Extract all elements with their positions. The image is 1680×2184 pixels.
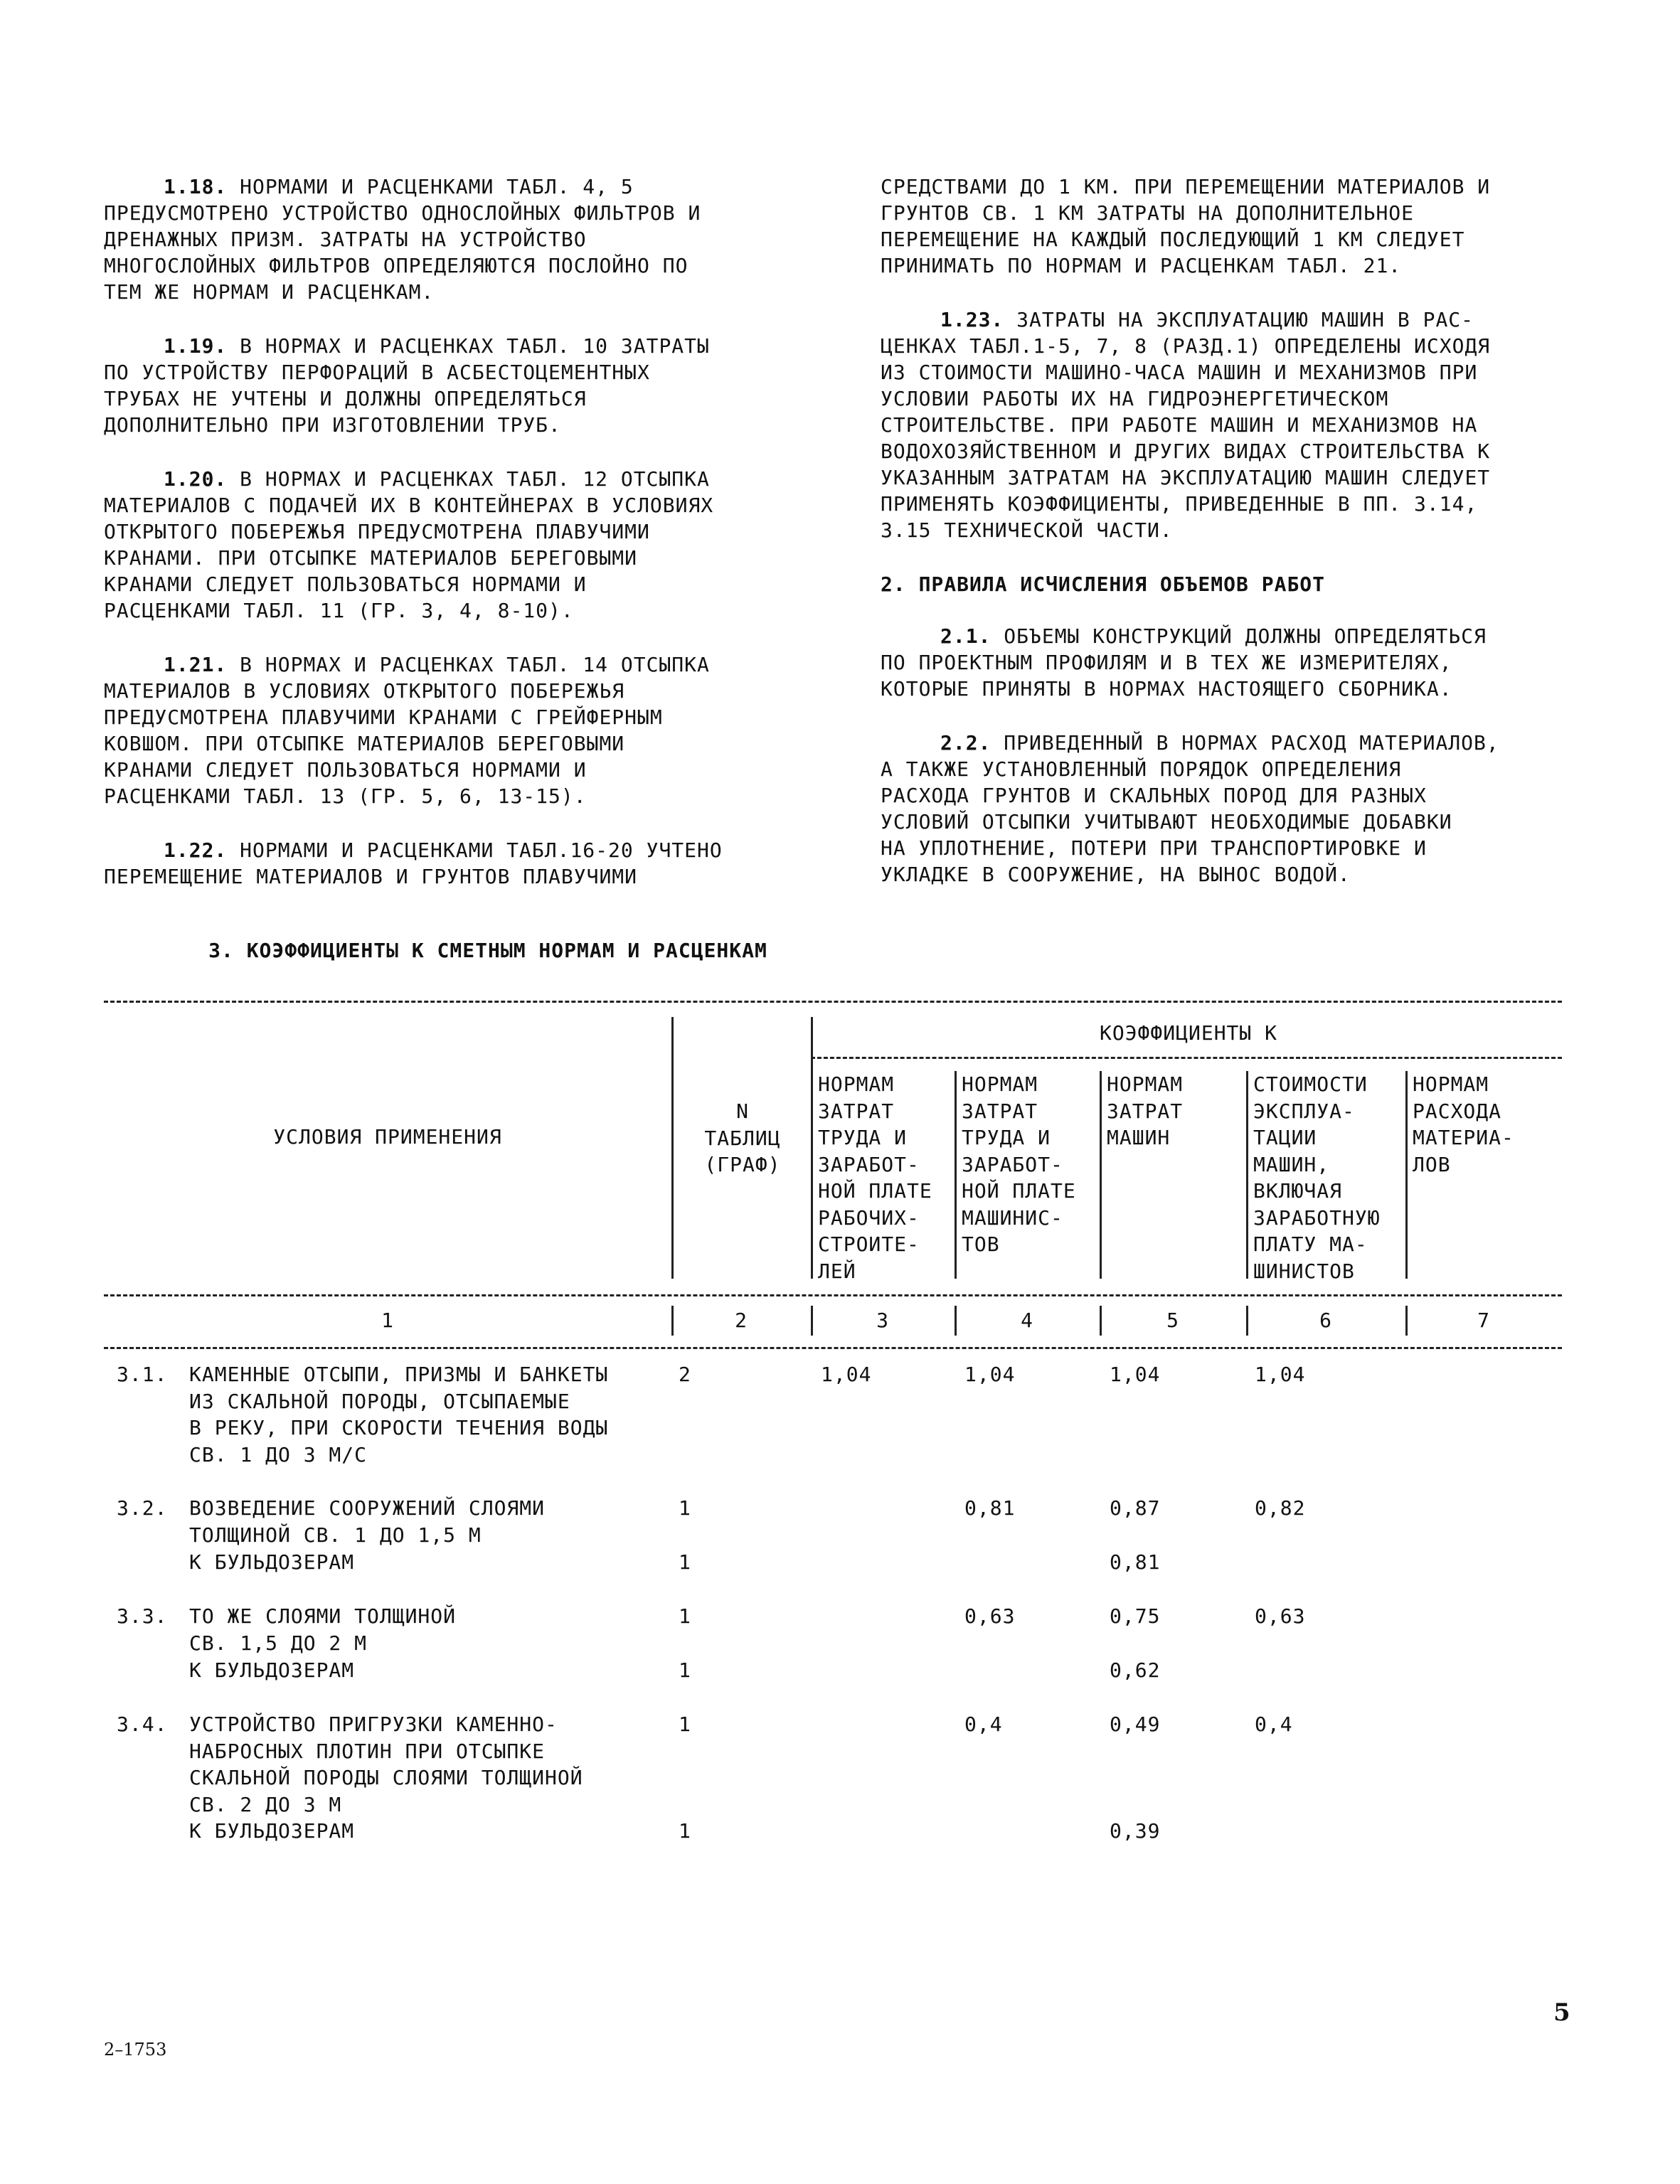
- left-text-column: [104, 174, 791, 917]
- row-value-c6: 0,63: [1255, 1604, 1306, 1628]
- header-col-5: НОРМАМ ЗАТРАТ МАШИН: [1107, 1072, 1184, 1149]
- row-value-c4: 0,63: [964, 1604, 1016, 1628]
- row-table-number: 1: [679, 1604, 691, 1628]
- row-condition: КАМЕННЫЕ ОТСЫПИ, ПРИЗМЫ И БАНКЕТЫ ИЗ СКАЛЬНОЙ ПОРОДЫ, ОТСЫПАЕМЫЕ В РЕКУ, ПРИ СКОРОСТИ ТЕЧЕНИЯ ВОДЫ СВ. 1 ДО 3 М/С: [189, 1363, 609, 1466]
- row-table-number: 1: [679, 1819, 691, 1843]
- paragraph-2-1: 2.1. ОБЪЕМЫ КОНСТРУКЦИЙ ДОЛЖНЫ ОПРЕДЕЛЯТЬСЯ ПО ПРОЕКТНЫМ ПРОФИЛЯМ И В ТЕХ ЖЕ ИЗМЕРИТЕЛЯХ, КОТОРЫЕ ПРИНЯТЫ В НОРМАХ НАСТОЯЩЕГО СБОРНИКА.: [881, 624, 1487, 701]
- section-2-title: 2. ПРАВИЛА ИСЧИСЛЕНИЯ ОБЪЕМОВ РАБОТ: [881, 572, 1326, 596]
- header-col-4: НОРМАМ ЗАТРАТ ТРУДА И ЗАРАБОТ- НОЙ ПЛАТЕ МАШИНИС- ТОВ: [962, 1072, 1076, 1256]
- coef-group-rule: [811, 1057, 1562, 1059]
- header-col-7: НОРМАМ РАСХОДА МАТЕРИА- ЛОВ: [1413, 1072, 1514, 1176]
- header-conditions: УСЛОВИЯ ПРИМЕНЕНИЯ: [273, 1125, 502, 1149]
- row-condition: ТО ЖЕ СЛОЯМИ ТОЛЩИНОЙ СВ. 1,5 ДО 2 М: [189, 1604, 457, 1655]
- paragraph-1-19: 1.19. В НОРМАХ И РАСЦЕНКАХ ТАБЛ. 10 ЗАТРАТЫ ПО УСТРОЙСТВУ ПЕРФОРАЦИЙ В АСБЕСТОЦЕМЕНТНЫХ ТРУБАХ НЕ УЧТЕНЫ И ДОЛЖНЫ ОПРЕДЕЛЯТЬСЯ ДОПОЛНИТЕЛЬНО ПРИ ИЗГОТОВЛЕНИИ ТРУБ.: [104, 334, 710, 437]
- col-number-4: 4: [1021, 1309, 1033, 1332]
- paragraph-1-18: 1.18. НОРМАМИ И РАСЦЕНКАМИ ТАБЛ. 4, 5 ПРЕДУСМОТРЕНО УСТРОЙСТВО ОДНОСЛОЙНЫХ ФИЛЬТРОВ И ДРЕНАЖНЫХ ПРИЗМ. ЗАТРАТЫ НА УСТРОЙСТВО МНОГОСЛОЙНЫХ ФИЛЬТРОВ ОПРЕДЕЛЯЮТСЯ ПОСЛОЙНО ПО ТЕМ ЖЕ НОРМАМ И РАСЦЕНКАМ.: [104, 175, 701, 304]
- paragraph-1-20: 1.20. В НОРМАХ И РАСЦЕНКАХ ТАБЛ. 12 ОТСЫПКА МАТЕРИАЛОВ С ПОДАЧЕЙ ИХ В КОНТЕЙНЕРАХ В УСЛОВИЯХ ОТКРЫТОГО ПОБЕРЕЖЬЯ ПРЕДУСМОТРЕНА ПЛАВУЧИМИ КРАНАМИ. ПРИ ОТСЫПКЕ МАТЕРИАЛОВ БЕРЕГОВЫМИ КРАНАМИ СЛЕДУЕТ ПОЛЬЗОВАТЬСЯ НОРМАМИ И РАСЦЕНКАМИ ТАБЛ. 11 (ГР. 3, 4, 8-10).: [104, 467, 714, 622]
- row-condition: К БУЛЬДОЗЕРАМ: [189, 1550, 355, 1574]
- row-value-c4: 0,81: [964, 1496, 1016, 1520]
- col-number-3: 3: [876, 1309, 889, 1332]
- page-number: 5: [1553, 1998, 1570, 2027]
- row-table-number: 2: [679, 1363, 691, 1386]
- row-value-c6: 0,82: [1255, 1496, 1306, 1520]
- col-number-5: 5: [1166, 1309, 1179, 1332]
- paragraph-1-23: 1.23. ЗАТРАТЫ НА ЭКСПЛУАТАЦИЮ МАШИН В РАС- ЦЕНКАХ ТАБЛ.1-5, 7, 8 (РАЗД.1) ОПРЕДЕЛЕНЫ ИСХОДЯ ИЗ СТОИМОСТИ МАШИНО-ЧАСА МАШИН И МЕХАНИЗМОВ ПРИ УСЛОВИИ РАБОТЫ ИХ НА ГИДРОЭНЕРГЕТИЧЕСКОМ СТРОИТЕЛЬСТВЕ. ПРИ РАБОТЕ МАШИН И МЕХАНИЗМОВ НА ВОДОХОЗЯЙСТВЕННОМ И ДРУГИХ ВИДАХ СТРОИТЕЛЬСТВА К УКАЗАННЫМ ЗАТРАТАМ НА ЭКСПЛУАТАЦИЮ МАШИН СЛЕДУЕТ ПРИМЕНЯТЬ КОЭФФИЦИЕНТЫ, ПРИВЕДЕННЫЕ В ПП. 3.14, 3.15 ТЕХНИЧЕСКОЙ ЧАСТИ.: [881, 308, 1491, 542]
- header-bottom-rule: [104, 1294, 1562, 1296]
- row-number: 3.3.: [117, 1604, 168, 1628]
- row-condition: К БУЛЬДОЗЕРАМ: [189, 1658, 355, 1682]
- header-separator: [955, 1071, 957, 1279]
- header-separator: [671, 1017, 674, 1279]
- header-separator: [1405, 1071, 1408, 1279]
- section-3-title: 3. КОЭФФИЦИЕНТЫ К СМЕТНЫМ НОРМАМ И РАСЦЕНКАМ: [208, 939, 767, 962]
- paragraph-2-2: 2.2. ПРИВЕДЕННЫЙ В НОРМАХ РАСХОД МАТЕРИАЛОВ, А ТАКЖЕ УСТАНОВЛЕННЫЙ ПОРЯДОК ОПРЕДЕЛЕНИЯ РАСХОДА ГРУНТОВ И СКАЛЬНЫХ ПОРОД ДЛЯ РАЗНЫХ УСЛОВИЙ ОТСЫПКИ УЧИТЫВАЮТ НЕОБХОДИМЫЕ ДОБАВКИ НА УПЛОТНЕНИЕ, ПОТЕРИ ПРИ ТРАНСПОРТИРОВКЕ И УКЛАДКЕ В СООРУЖЕНИЕ, НА ВЫНОС ВОДОЙ.: [881, 731, 1499, 886]
- row-table-number: 1: [679, 1658, 691, 1682]
- row-table-number: 1: [679, 1712, 691, 1736]
- row-condition: ВОЗВЕДЕНИЕ СООРУЖЕНИЙ СЛОЯМИ ТОЛЩИНОЙ СВ. 1 ДО 1,5 М: [189, 1496, 546, 1547]
- header-table-number: N ТАБЛИЦ (ГРАФ): [704, 1099, 781, 1176]
- row-value-c6: 1,04: [1255, 1363, 1306, 1386]
- header-coefficients: КОЭФФИЦИЕНТЫ К: [1099, 1021, 1277, 1045]
- row-number: 3.2.: [117, 1496, 168, 1520]
- row-value-c5: 0,39: [1110, 1819, 1161, 1843]
- row-value-c4: 0,4: [964, 1712, 1003, 1736]
- col-number-1: 1: [381, 1309, 394, 1332]
- row-value-c5: 0,49: [1110, 1712, 1161, 1736]
- row-condition: К БУЛЬДОЗЕРАМ: [189, 1819, 355, 1843]
- row-value-c5: 0,87: [1110, 1496, 1161, 1520]
- row-number: 3.1.: [117, 1363, 168, 1386]
- paragraph-1-22-continued: СРЕДСТВАМИ ДО 1 КМ. ПРИ ПЕРЕМЕЩЕНИИ МАТЕРИАЛОВ И ГРУНТОВ СВ. 1 КМ ЗАТРАТЫ НА ДОПОЛНИТЕЛЬНОЕ ПЕРЕМЕЩЕНИЕ НА КАЖДЫЙ ПОСЛЕДУЮЩИЙ 1 КМ СЛЕДУЕТ ПРИНИМАТЬ ПО НОРМАМ И РАСЦЕНКАМ ТАБЛ. 21.: [881, 175, 1491, 277]
- row-table-number: 1: [679, 1550, 691, 1574]
- row-value-c5: 0,81: [1110, 1550, 1161, 1574]
- row-value-c5: 0,62: [1110, 1658, 1161, 1682]
- row-table-number: 1: [679, 1496, 691, 1520]
- col-number-2: 2: [735, 1309, 748, 1332]
- header-separator: [1100, 1071, 1102, 1279]
- col-number-6: 6: [1319, 1309, 1332, 1332]
- row-value-c3: 1,04: [821, 1363, 872, 1386]
- header-separator: [811, 1017, 813, 1279]
- right-text-column: [881, 174, 1575, 915]
- row-value-c5: 0,75: [1110, 1604, 1161, 1628]
- header-col-6: СТОИМОСТИ ЭКСПЛУА- ТАЦИИ МАШИН, ВКЛЮЧАЯ ЗАРАБОТНУЮ ПЛАТУ МА- ШИНИСТОВ: [1253, 1072, 1381, 1283]
- row-value-c4: 1,04: [964, 1363, 1016, 1386]
- col-number-7: 7: [1477, 1309, 1490, 1332]
- table-top-rule: [104, 1001, 1562, 1003]
- row-value-c6: 0,4: [1255, 1712, 1293, 1736]
- header-separator: [1246, 1071, 1248, 1279]
- header-col-3: НОРМАМ ЗАТРАТ ТРУДА И ЗАРАБОТ- НОЙ ПЛАТЕ РАБОЧИХ- СТРОИТЕ- ЛЕЙ: [818, 1072, 932, 1283]
- paragraph-1-21: 1.21. В НОРМАХ И РАСЦЕНКАХ ТАБЛ. 14 ОТСЫПКА МАТЕРИАЛОВ В УСЛОВИЯХ ОТКРЫТОГО ПОБЕРЕЖЬЯ ПРЕДУСМОТРЕНА ПЛАВУЧИМИ КРАНАМИ С ГРЕЙФЕРНЫМ КОВШОМ. ПРИ ОТСЫПКЕ МАТЕРИАЛОВ БЕРЕГОВЫМИ КРАНАМИ СЛЕДУЕТ ПОЛЬЗОВАТЬСЯ НОРМАМИ И РАСЦЕНКАМИ ТАБЛ. 13 (ГР. 5, 6, 13-15).: [104, 653, 710, 808]
- col-numbers-rule: [104, 1347, 1562, 1349]
- print-code: 2–1753: [104, 2040, 167, 2060]
- paragraph-1-22: 1.22. НОРМАМИ И РАСЦЕНКАМИ ТАБЛ.16-20 УЧТЕНО ПЕРЕМЕЩЕНИЕ МАТЕРИАЛОВ И ГРУНТОВ ПЛАВУЧИМИ: [104, 838, 723, 888]
- row-condition: УСТРОЙСТВО ПРИГРУЗКИ КАМЕННО- НАБРОСНЫХ ПЛОТИН ПРИ ОТСЫПКЕ СКАЛЬНОЙ ПОРОДЫ СЛОЯМИ ТОЛЩИНОЙ СВ. 2 ДО 3 М: [189, 1712, 583, 1816]
- row-number: 3.4.: [117, 1712, 168, 1736]
- row-value-c5: 1,04: [1110, 1363, 1161, 1386]
